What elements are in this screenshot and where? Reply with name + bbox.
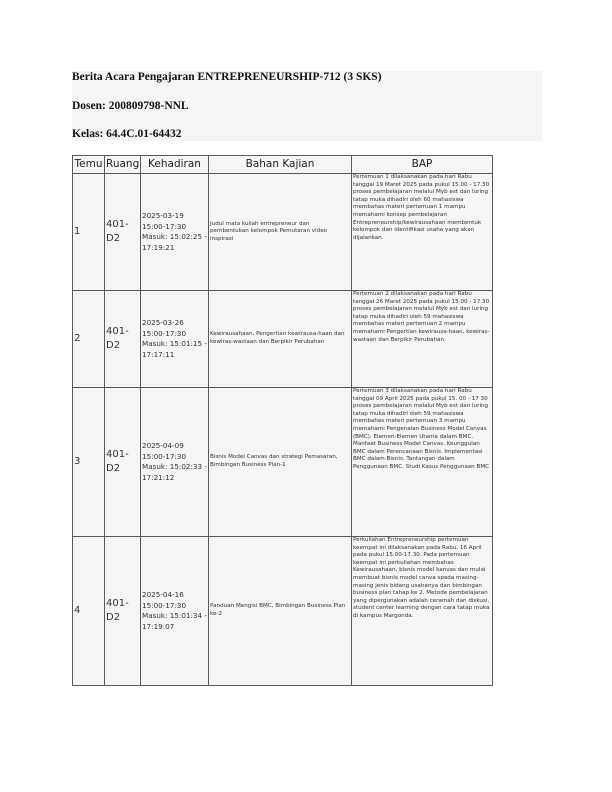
table-row (73, 291, 493, 388)
dosen-line: Dosen: 200809798-NNL (72, 100, 189, 112)
cell-ruang: 401-D2 (105, 174, 141, 291)
cell-kehadiran: 2025-03-26 15:00-17:30 Masuk: 15:01:15 - 17:17:11 (141, 291, 209, 388)
header-ruang: Ruang (105, 156, 141, 174)
header-bap: BAP (352, 156, 493, 174)
cell-kehadiran: 2025-04-09 15:00-17:30 Masuk: 15:02:33 - 17:21:12 (141, 388, 209, 537)
header-bahan-kajian: Bahan Kajian (209, 156, 352, 174)
cell-kehadiran: 2025-03-19 15:00-17:30 Masuk: 15:02:25 - 17:19:21 (141, 174, 209, 291)
header-kehadiran: Kehadiran (141, 156, 209, 174)
table-row (73, 388, 493, 537)
page-title: Berita Acara Pengajaran ENTREPRENEURSHIP-712 (3 SKS) (72, 71, 382, 83)
cell-bahan-kajian: Panduan Mengisi BMC, Bimbingan Business Plan ke-2 (209, 537, 352, 686)
teaching-report-table (72, 155, 493, 686)
cell-bap: Pertemuan 3 dilaksanakan pada hari Rabu tanggal 09 April 2025 pada pukul 15. 00 - 17 30 proses pembelajaran melalui Myb est dan luring tatap muka dihadiri oleh 59 mahasiswa membahas materi pertemuan 3 mampu memahami Pengenalan Business Model Canvas (BMC). Elemen-Elemen Utama dalam BMC. Manfaat Business Model Canvas. Keunggulan BMC dalam Perencanaan Bisnis. Implementasi BMC dalam Bisnis. Tantangan dalam Penggunaan BMC. Studi Kasus Penggunaan BMC (352, 388, 493, 537)
cell-temu: 1 (73, 174, 105, 291)
cell-bap: Perkuliahan Entrepreneurship pertemuan keempat ini dilaksanakan pada Rabu, 16 April pada pukul 15.00-17.30. Pada pertemuan keempat ini perkuliahan membahas Kewirausahaan, bisnis model kanvas dan mulai membuat bisnis model canva spada masing-masing jenis bidang usahanya dan bimbingan business plan tahap ke 2. Metode pembelajaran yang dipergunakan adalah ceramah dan diskusi, student center learning dengan cara tatap muka di kampus Margonda. (352, 537, 493, 686)
table-row (73, 537, 493, 686)
header-temu: Temu (73, 156, 105, 174)
table-header-row (73, 156, 493, 174)
cell-bahan-kajian: Bisnis Model Canvas dan strategi Pemasaran, Bimbingan Business Plan-1 (209, 388, 352, 537)
cell-bap: Pertemuan 1 dilaksanakan pada hari Rabu tanggal 19 Maret 2025 pada pukul 15.00 - 17.30 proses pembelajaran melalui Myb est dan luring tatap muka dihadiri oleh 60 mahasiswa membahas materi pertemuan 1 mampu memahami konsep pembelajaran Entrepreneurship/kewirausahaan membentuk kelompok dan identifikasi usaha yang akan dijalankan. (352, 174, 493, 291)
document-header (72, 71, 542, 141)
cell-bap: Pertemuan 2 dilaksanakan pada hari Rabu tanggal 26 Maret 2025 pada pukul 15.00 - 17.30 proses pembelajaran melalui Myb est dan luring tatap muka dihadiri oleh 59 mahasiswa membahas materi pertemuan 2 mampu memahami Pengertian kewirausa-haan, kewiras-wastaan dan Berpikir Perubahan. (352, 291, 493, 388)
kelas-line: Kelas: 64.4C.01-64432 (72, 128, 182, 140)
table-row (73, 174, 493, 291)
cell-ruang: 401-D2 (105, 537, 141, 686)
cell-bahan-kajian: Kewirausahaan, Pengertian kewirausa-haan dan kewiras-wastaan dan Berpikir Perubahan (209, 291, 352, 388)
cell-ruang: 401-D2 (105, 388, 141, 537)
cell-temu: 3 (73, 388, 105, 537)
cell-ruang: 401-D2 (105, 291, 141, 388)
cell-kehadiran: 2025-04-16 15:00-17:30 Masuk: 15:01:34 - 17:19:07 (141, 537, 209, 686)
cell-bahan-kajian: Judul mata kuliah entrepreneur dan pembentukan kelompok Pemutaran video inspirasi (209, 174, 352, 291)
cell-temu: 4 (73, 537, 105, 686)
cell-temu: 2 (73, 291, 105, 388)
